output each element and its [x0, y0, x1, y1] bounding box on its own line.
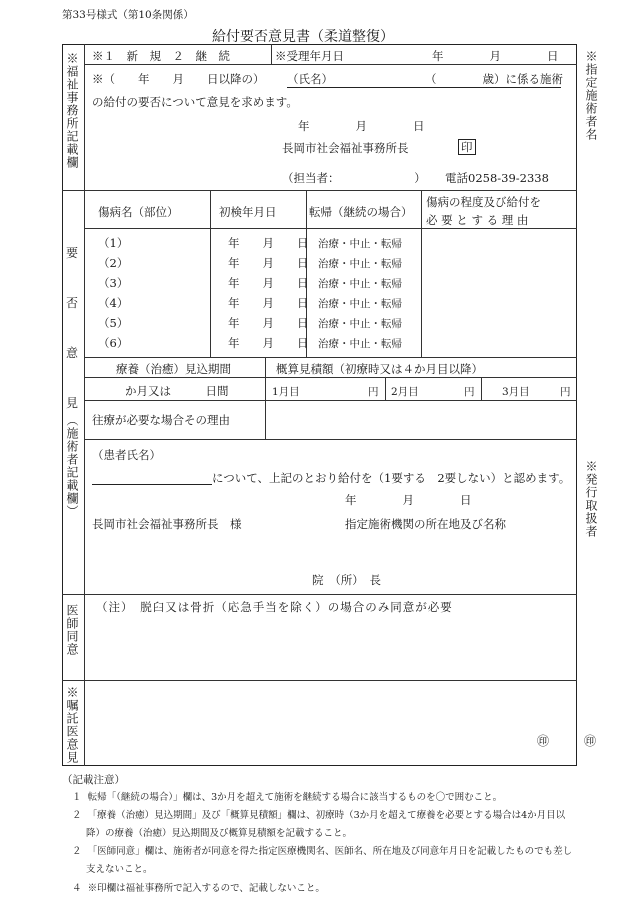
director-label: 院 （所） 長 — [312, 573, 381, 587]
estimate-label: 概算見積額（初療時又は４か月目以降） — [276, 362, 483, 376]
note-text: 降）の療養（治癒）見込期間及び概算見積額を記載すること。 — [86, 828, 353, 839]
row-first-exam-date[interactable]: 年 月 日 — [228, 316, 309, 330]
yohi-label-2: 否 — [66, 296, 79, 310]
designated-practitioner-label: ※指定施術者名 — [584, 50, 598, 141]
patient-name-input[interactable] — [92, 470, 212, 485]
treatment-period-field[interactable]: か月又は 日間 — [125, 384, 229, 398]
home-visit-label: 往療が必要な場合その理由 — [92, 413, 230, 427]
note-item — [72, 843, 572, 857]
month1-label: 1月目 — [272, 386, 300, 398]
approval-statement: について、上記のとおり給付を（1要する 2要しない）と認めます。 — [212, 471, 571, 485]
note-text: ※印欄は福祉事務所で記入するので、記載しないこと。 — [87, 883, 325, 894]
office-head-name: 長岡市社会福祉事務所長 — [282, 141, 409, 155]
doctor-consent-label: 医師同意 — [65, 604, 79, 656]
note-item — [86, 825, 352, 839]
row-outcome-options[interactable]: 治療・中止・転帰 — [318, 338, 402, 350]
request-text: の給付の要否について意見を求めます。 — [92, 95, 298, 109]
row-number: （6） — [98, 336, 129, 350]
age-field[interactable]: （ 歳）に係る施術 — [425, 72, 563, 86]
note-item — [72, 789, 502, 803]
issuer-seal: ㊞ — [584, 734, 597, 748]
row-first-exam-date[interactable]: 年 月 日 — [228, 236, 309, 250]
note-number: ２ — [72, 846, 82, 857]
form-number: 第33号様式（第10条関係） — [62, 9, 194, 21]
row-number: （2） — [98, 256, 129, 270]
office-phone: 電話0258-39-2338 — [445, 171, 549, 185]
col-severity-1: 傷病の程度及び給付を — [426, 195, 541, 209]
receipt-date-label: ※受理年月日 — [275, 49, 344, 63]
yohi-label-3: 意 — [66, 346, 79, 360]
note-item — [72, 880, 325, 894]
col-severity-2: 必 要 と す る 理 由 — [426, 213, 529, 227]
patient-name-label: （患者氏名） — [92, 448, 161, 462]
row-number: （3） — [98, 276, 129, 290]
receipt-date-field[interactable]: 年 月 日 — [432, 49, 559, 63]
approval-date[interactable]: 年 月 日 — [345, 493, 472, 507]
patient-name-field[interactable]: （氏名） — [287, 71, 561, 88]
row-number: （5） — [98, 316, 129, 330]
office-seal: 印 — [458, 139, 476, 155]
new-continue-option[interactable]: ※１ 新 規 ２ 継 続 — [92, 49, 230, 63]
month2-label: 2月目 — [391, 386, 419, 398]
note-item — [86, 861, 153, 875]
institution-label: 指定施術機関の所在地及び名称 — [345, 517, 506, 531]
row-first-exam-date[interactable]: 年 月 日 — [228, 256, 309, 270]
note-number: １ — [72, 792, 82, 803]
treatment-period-label: 療養（治癒）見込期間 — [116, 362, 231, 376]
request-date[interactable]: 年 月 日 — [298, 119, 425, 133]
col-outcome: 転帰（継続の場合） — [309, 205, 413, 219]
contact-person-field[interactable]: （担当者： ） — [282, 171, 426, 185]
row-outcome-options[interactable]: 治療・中止・転帰 — [318, 298, 402, 310]
note-number: ４ — [72, 883, 82, 894]
form-title: 給付要否意見書（柔道整復） — [212, 29, 394, 45]
row-outcome-options[interactable]: 治療・中止・転帰 — [318, 238, 402, 250]
row-first-exam-date[interactable]: 年 月 日 — [228, 276, 309, 290]
doctor-consent-note: （注） 脱臼又は骨折（応急手当を除く）の場合のみ同意が必要 — [96, 600, 453, 614]
note-number: ２ — [72, 810, 82, 821]
month3-yen: 円 — [560, 386, 571, 398]
commission-doctor-label: ※嘱託医意見 — [65, 686, 79, 764]
month3-label: 3月目 — [502, 386, 530, 398]
issuer-label: ※発行取扱者 — [584, 460, 598, 538]
note-text: 「医師同意」欄は、施術者が同意を得た指定医療機関名、医師名、所在地及び同意年月日を記載したものでも差し — [87, 846, 573, 857]
practitioner-section-label: （施術者記載欄） — [65, 414, 79, 518]
row-number: （4） — [98, 296, 129, 310]
row-first-exam-date[interactable]: 年 月 日 — [228, 296, 309, 310]
note-text: 支えないこと。 — [86, 864, 153, 875]
note-item — [72, 807, 565, 821]
row-outcome-options[interactable]: 治療・中止・転帰 — [318, 258, 402, 270]
yohi-label-1: 要 — [66, 246, 79, 260]
row-outcome-options[interactable]: 治療・中止・転帰 — [318, 318, 402, 330]
row-outcome-options[interactable]: 治療・中止・転帰 — [318, 278, 402, 290]
addressee: 長岡市社会福祉事務所長 様 — [92, 517, 242, 531]
note-text: 転帰「（継続の場合）」欄は、3か月を超えて施術を継続する場合に該当するものを〇で囲むこと。 — [87, 792, 503, 803]
note-text: 「療養（治癒）見込期間」及び「概算見積額」欄は、初療時（3か月を超えて療養を必要とする場合は4か月目以 — [87, 810, 566, 821]
since-date-field[interactable]: ※（ 年 月 日以降の） — [92, 72, 265, 86]
month2-yen: 円 — [464, 386, 475, 398]
notes-heading: （記載注意） — [62, 774, 125, 786]
row-first-exam-date[interactable]: 年 月 日 — [228, 336, 309, 350]
welfare-office-label: ※福祉事務所記載欄 — [65, 52, 79, 169]
row-number: （1） — [98, 236, 129, 250]
col-first-exam-date: 初検年月日 — [219, 205, 277, 219]
col-injury-name: 傷病名（部位） — [98, 205, 179, 219]
commission-doctor-seal: ㊞ — [537, 734, 550, 748]
yohi-label-4: 見 — [66, 396, 79, 410]
month1-yen: 円 — [368, 386, 379, 398]
